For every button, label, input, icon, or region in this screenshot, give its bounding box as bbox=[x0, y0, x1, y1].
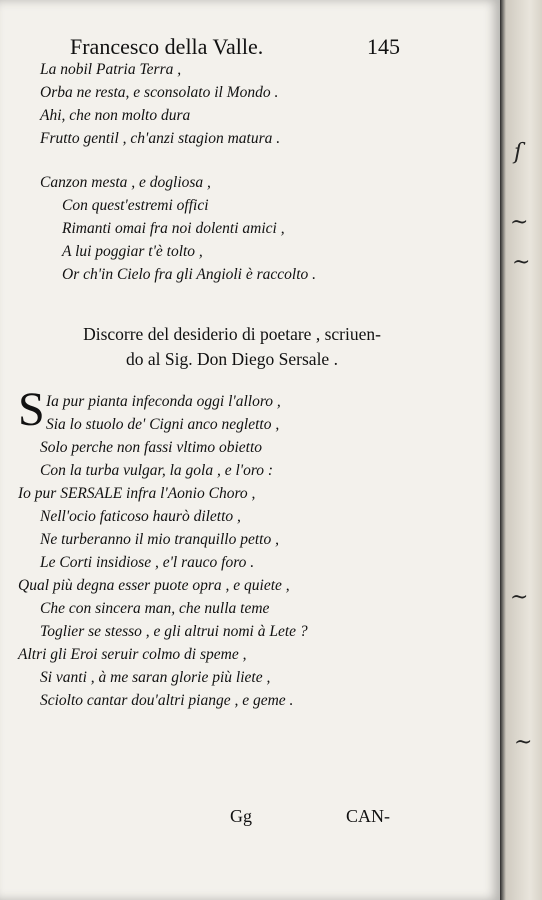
verse-line: Si vanti , à me saran glorie più liete , bbox=[40, 669, 271, 686]
verse-line: Qual più degna esser puote opra , e quiete , bbox=[18, 577, 290, 594]
verse-line: Or ch'in Cielo fra gli Angioli è raccolto . bbox=[62, 266, 317, 283]
verse-line: Con quest'estremi offici bbox=[62, 197, 209, 214]
ink-mark: ~ bbox=[512, 250, 531, 275]
verse-line: Con la turba vulgar, la gola , e l'oro : bbox=[40, 462, 274, 479]
catchword: CAN- bbox=[346, 806, 390, 826]
verse-line: Altri gli Eroi seruir colmo di speme , bbox=[18, 646, 247, 663]
verse-line: Io pur SERSALE infra l'Aonio Choro , bbox=[18, 485, 256, 502]
verse-line: Sciolto cantar dou'altri piange , e geme . bbox=[40, 692, 294, 709]
verse-line: Nell'ocio faticoso haurò diletto , bbox=[40, 508, 241, 525]
verse-line: Solo perche non fassi vltimo obietto bbox=[40, 439, 262, 456]
stanza-end bbox=[40, 58, 280, 150]
running-header bbox=[70, 34, 400, 60]
envoi bbox=[40, 171, 316, 286]
verse-line: Frutto gentil , ch'anzi stagion matura . bbox=[40, 130, 281, 147]
drop-capital: S bbox=[18, 383, 45, 436]
verse-line: Orba ne resta, e sconsolato il Mondo . bbox=[40, 84, 279, 101]
verse-line: Ia pur pianta infeconda oggi l'alloro , bbox=[46, 393, 281, 410]
poem-title bbox=[22, 322, 442, 372]
verse-line: Ne turberanno il mio tranquillo petto , bbox=[40, 531, 279, 548]
verse-line: A lui poggiar t'è tolto , bbox=[62, 243, 203, 260]
poem-title-line: Discorre del desiderio di poetare , scriuen- bbox=[83, 324, 381, 344]
verse-line: Le Corti insidiose , e'l rauco foro . bbox=[40, 554, 255, 571]
verse-line: Canzon mesta , e dogliosa , bbox=[40, 174, 211, 191]
verse-line: Toglier se stesso , e gli altrui nomi à Lete ? bbox=[40, 623, 308, 640]
page-footer bbox=[230, 806, 390, 827]
running-title: Francesco della Valle. bbox=[70, 34, 264, 59]
poem-title-line: do al Sig. Don Diego Sersale . bbox=[126, 349, 338, 369]
ink-mark: ~ bbox=[510, 585, 529, 610]
ink-mark: ſ bbox=[514, 140, 523, 165]
signature-mark: Gg bbox=[230, 806, 252, 826]
verse-line: Che con sincera man, che nulla teme bbox=[40, 600, 270, 617]
poem-body bbox=[18, 390, 308, 712]
ink-mark: ~ bbox=[514, 730, 533, 755]
verse-line: Ahi, che non molto dura bbox=[40, 107, 191, 124]
verse-line: Rimanti omai fra noi dolenti amici , bbox=[62, 220, 285, 237]
page-number: 145 bbox=[367, 34, 400, 59]
verse-line: Sia lo stuolo de' Cigni anco negletto , bbox=[46, 416, 280, 433]
next-page-edge bbox=[500, 0, 542, 900]
verse-line: La nobil Patria Terra , bbox=[40, 61, 182, 78]
ink-mark: ~ bbox=[510, 210, 529, 235]
